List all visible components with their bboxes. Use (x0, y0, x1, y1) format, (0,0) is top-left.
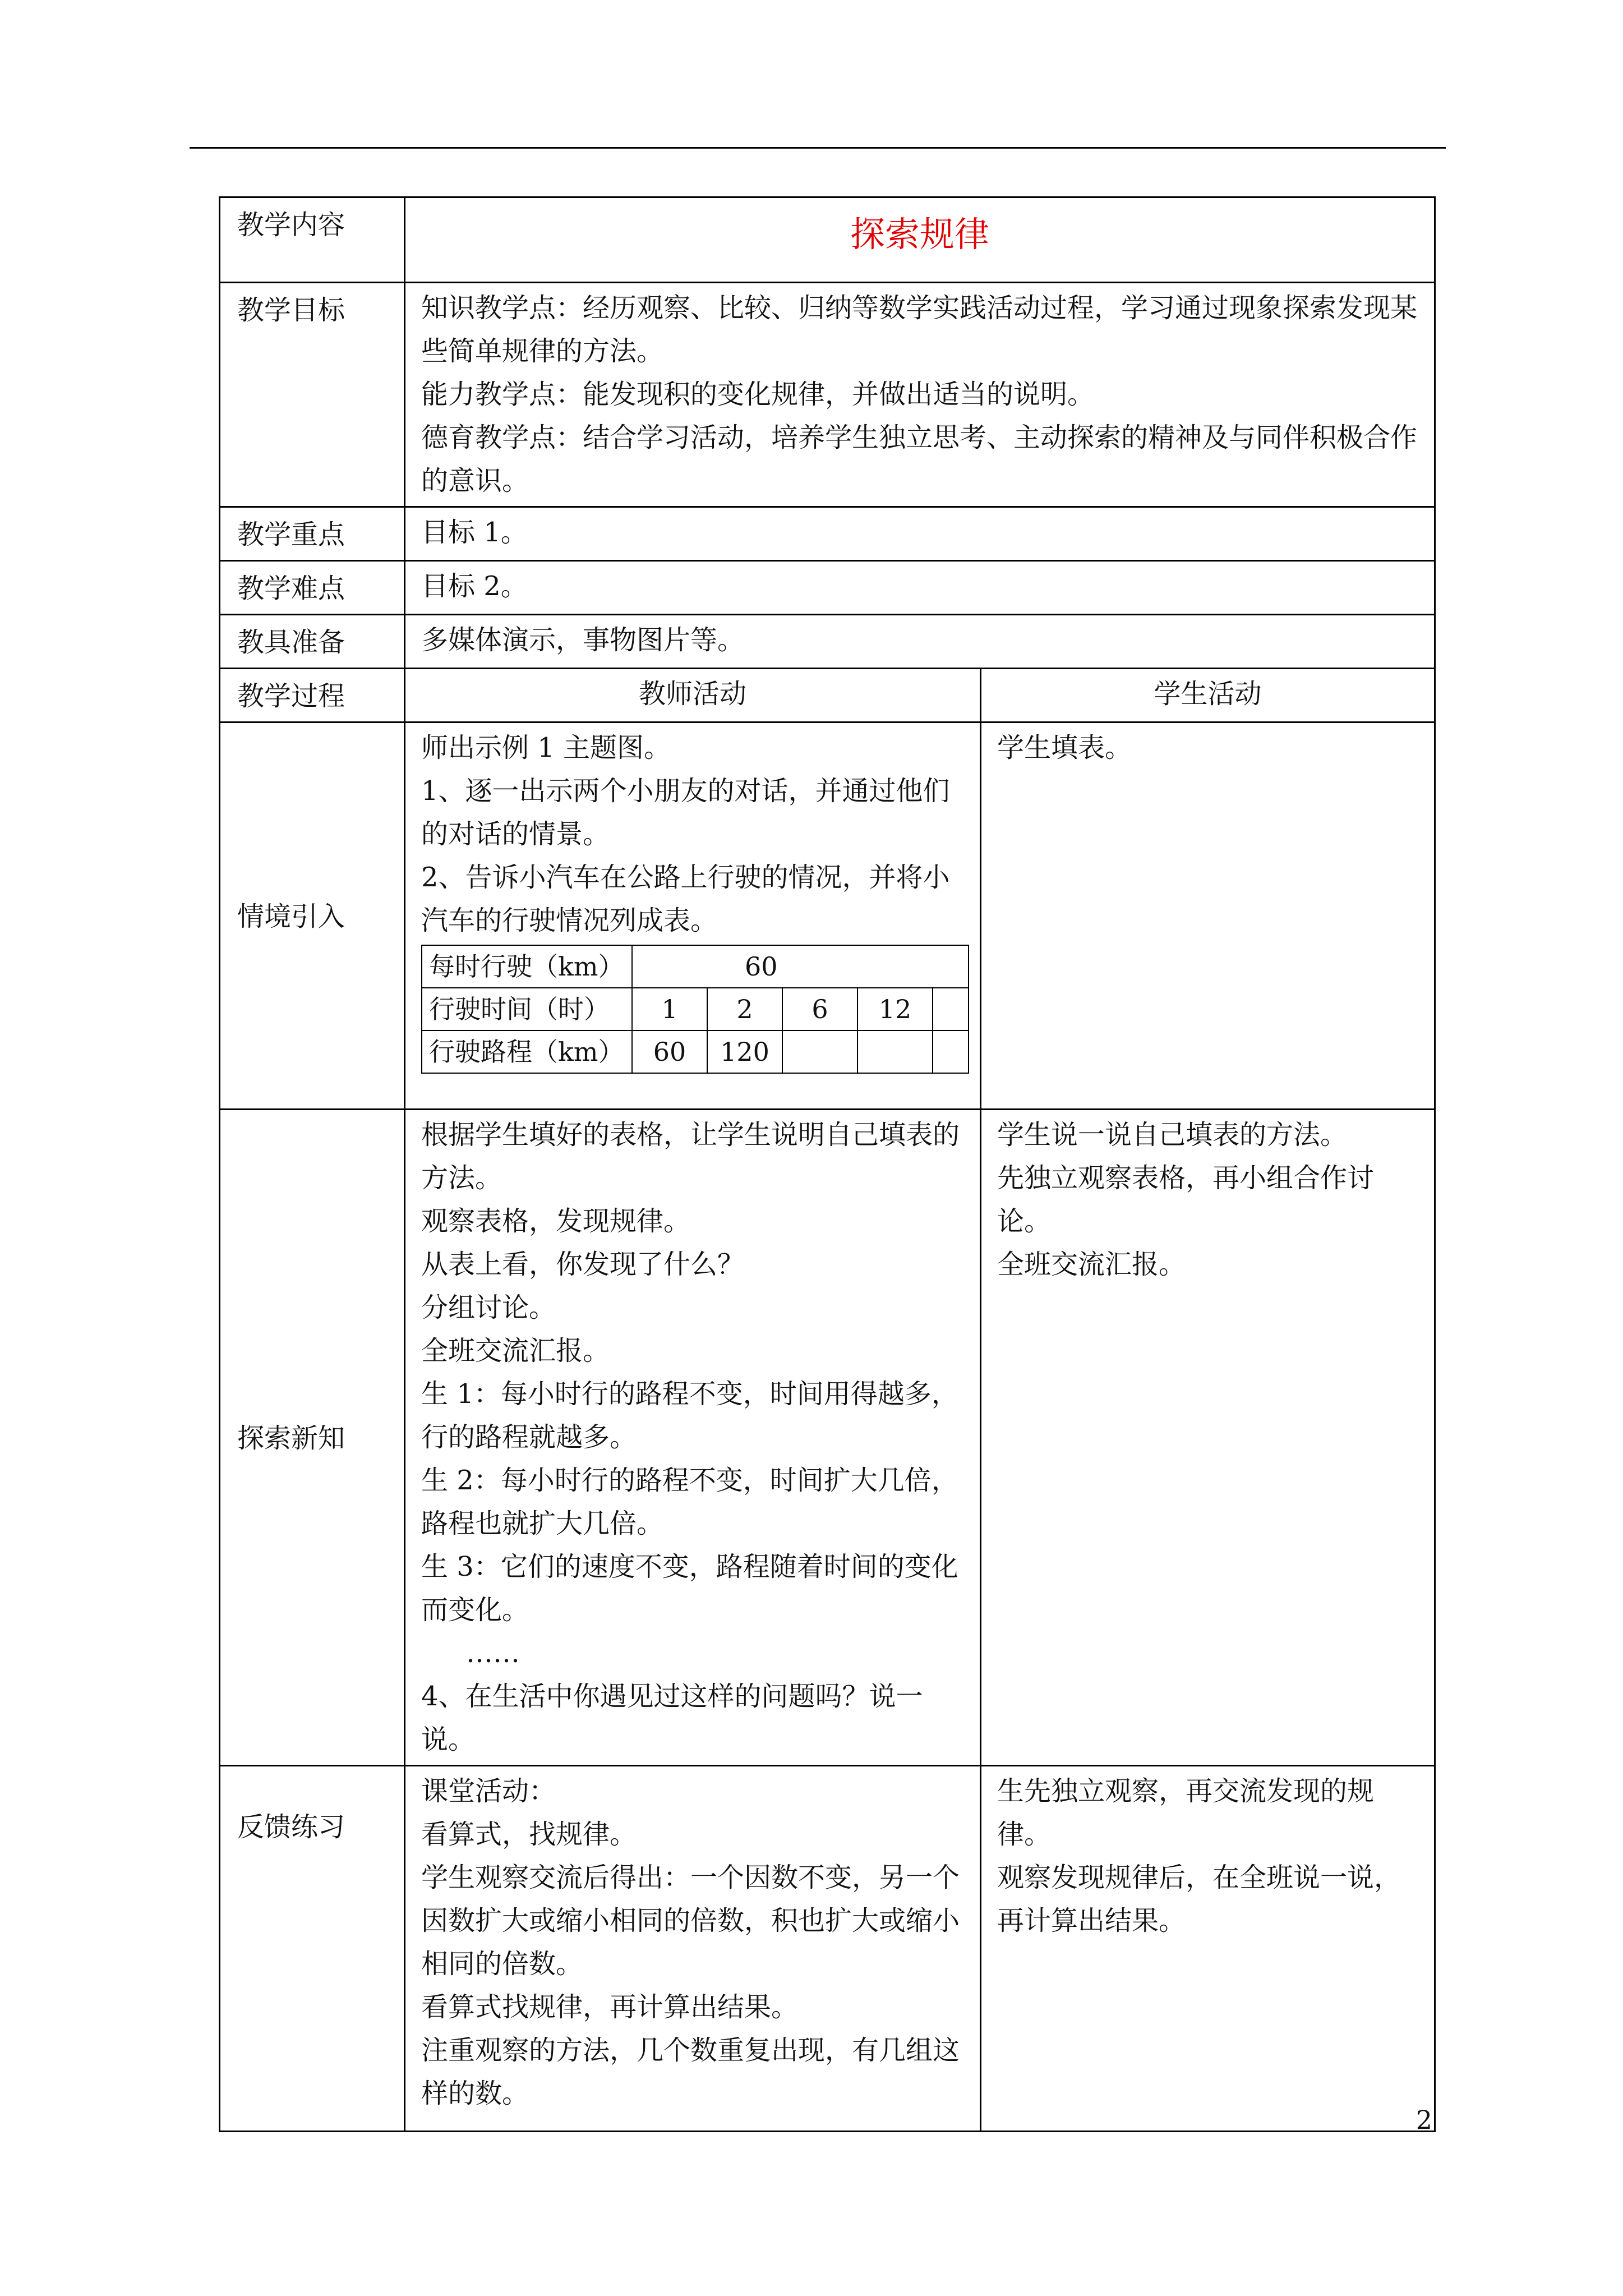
content-label: 教学内容 (220, 197, 405, 283)
practice-teacher-cell (405, 1766, 981, 2132)
time-label: 行驶时间（时） (422, 988, 632, 1030)
time-cell: 1 (632, 988, 707, 1030)
speed-value: 60 (632, 945, 969, 988)
explore-teacher-line: 4、在生活中你遇见过这样的问题吗？说一说。 (421, 1681, 923, 1755)
key-label: 教学重点 (220, 507, 405, 561)
explore-row (220, 1110, 1435, 1766)
explore-teacher-line: 根据学生填好的表格，让学生说明自己填表的方法。 (421, 1119, 960, 1194)
content-row (220, 197, 1435, 283)
intro-student-line: 学生填表。 (997, 732, 1132, 763)
materials-row (220, 615, 1435, 669)
distance-cell (933, 1030, 969, 1073)
teacher-activity-header: 教师活动 (405, 669, 981, 723)
distance-cell (782, 1030, 857, 1073)
distance-row (422, 1030, 969, 1073)
objectives-row (220, 283, 1435, 507)
intro-teacher-line: 1、逐一出示两个小朋友的对话，并通过他们的对话的情景。 (421, 775, 950, 850)
time-cell: 6 (782, 988, 857, 1030)
intro-teacher-line: 师出示例 1 主题图。 (421, 732, 671, 763)
explore-teacher-line: 从表上看，你发现了什么？ (421, 1249, 745, 1280)
distance-cell: 120 (707, 1030, 782, 1073)
distance-cell (857, 1030, 933, 1073)
explore-teacher-line: 生 3：它们的速度不变，路程随着时间的变化而变化。 (421, 1551, 958, 1626)
explore-teacher-cell (405, 1110, 981, 1766)
practice-label-text: 反馈练习 (237, 1811, 345, 1843)
explore-teacher-line: 分组讨论。 (421, 1292, 556, 1323)
practice-teacher-line: 注重观察的方法，几个数重复出现，有几组这样的数。 (421, 2035, 960, 2109)
difficulty-row (220, 561, 1435, 615)
practice-row (220, 1766, 1435, 2132)
page-number: 2 (1415, 2105, 1432, 2135)
explore-teacher-line: 生 1：每小时行的路程不变，时间用得越多，行的路程就越多。 (421, 1378, 958, 1453)
title-cell (405, 197, 1435, 283)
time-cell (933, 988, 969, 1030)
difficulty-label: 教学难点 (220, 561, 405, 615)
header-rule (190, 147, 1446, 149)
objective-moral: 德育教学点：结合学习活动，培养学生独立思考、主动探索的精神及与同伴积极合作的意识。 (421, 422, 1418, 496)
objective-ability: 能力教学点：能发现积的变化规律，并做出适当的说明。 (421, 379, 1095, 410)
materials-value: 多媒体演示，事物图片等。 (405, 615, 1435, 669)
explore-teacher-line: 全班交流汇报。 (421, 1335, 610, 1366)
process-header-row (220, 669, 1435, 723)
time-cell: 12 (857, 988, 933, 1030)
explore-label: 探索新知 (220, 1110, 405, 1766)
practice-teacher-line: 看算式，找规律。 (421, 1819, 637, 1850)
practice-student-cell (981, 1766, 1435, 2132)
driving-table (421, 945, 969, 1074)
practice-student-line: 观察发现规律后，在全班说一说，再计算出结果。 (997, 1862, 1401, 1936)
intro-student-cell (981, 723, 1435, 1110)
objective-knowledge: 知识教学点：经历观察、比较、归纳等数学实践活动过程，学习通过现象探索发现某些简单规律的方法。 (421, 292, 1418, 367)
explore-student-cell (981, 1110, 1435, 1766)
materials-label: 教具准备 (220, 615, 405, 669)
practice-label (220, 1766, 405, 2132)
explore-student-line: 全班交流汇报。 (997, 1249, 1186, 1280)
student-activity-header: 学生活动 (981, 669, 1435, 723)
key-value: 目标 1。 (405, 507, 1435, 561)
explore-teacher-line: 观察表格，发现规律。 (421, 1205, 691, 1237)
key-row (220, 507, 1435, 561)
explore-teacher-line: 生 2：每小时行的路程不变，时间扩大几倍，路程也就扩大几倍。 (421, 1465, 958, 1539)
speed-row (422, 945, 969, 988)
speed-label: 每时行驶（km） (422, 945, 632, 988)
objectives-cell (405, 283, 1435, 507)
distance-cell: 60 (632, 1030, 707, 1073)
explore-student-line: 先独立观察表格，再小组合作讨论。 (997, 1162, 1375, 1237)
objectives-label: 教学目标 (220, 283, 405, 507)
lesson-title: 探索规律 (850, 214, 990, 255)
intro-teacher-line: 2、告诉小汽车在公路上行驶的情况，并将小汽车的行驶情况列成表。 (421, 862, 950, 936)
practice-teacher-line: 课堂活动： (421, 1775, 556, 1807)
time-row (422, 988, 969, 1030)
difficulty-value: 目标 2。 (405, 561, 1435, 615)
practice-teacher-line: 看算式找规律，再计算出结果。 (421, 1991, 799, 2023)
distance-label: 行驶路程（km） (422, 1030, 632, 1073)
intro-row (220, 723, 1435, 1110)
explore-ellipsis: …… (466, 1637, 520, 1669)
intro-teacher-cell (405, 723, 981, 1110)
practice-student-line: 生先独立观察，再交流发现的规律。 (997, 1775, 1375, 1850)
practice-teacher-line: 学生观察交流后得出：一个因数不变，另一个因数扩大或缩小相同的倍数，积也扩大或缩小相同的倍数。 (421, 1862, 960, 1980)
lesson-plan-table (219, 196, 1436, 2132)
process-label: 教学过程 (220, 669, 405, 723)
explore-student-line: 学生说一说自己填表的方法。 (997, 1119, 1348, 1151)
time-cell: 2 (707, 988, 782, 1030)
intro-label: 情境引入 (220, 723, 405, 1110)
